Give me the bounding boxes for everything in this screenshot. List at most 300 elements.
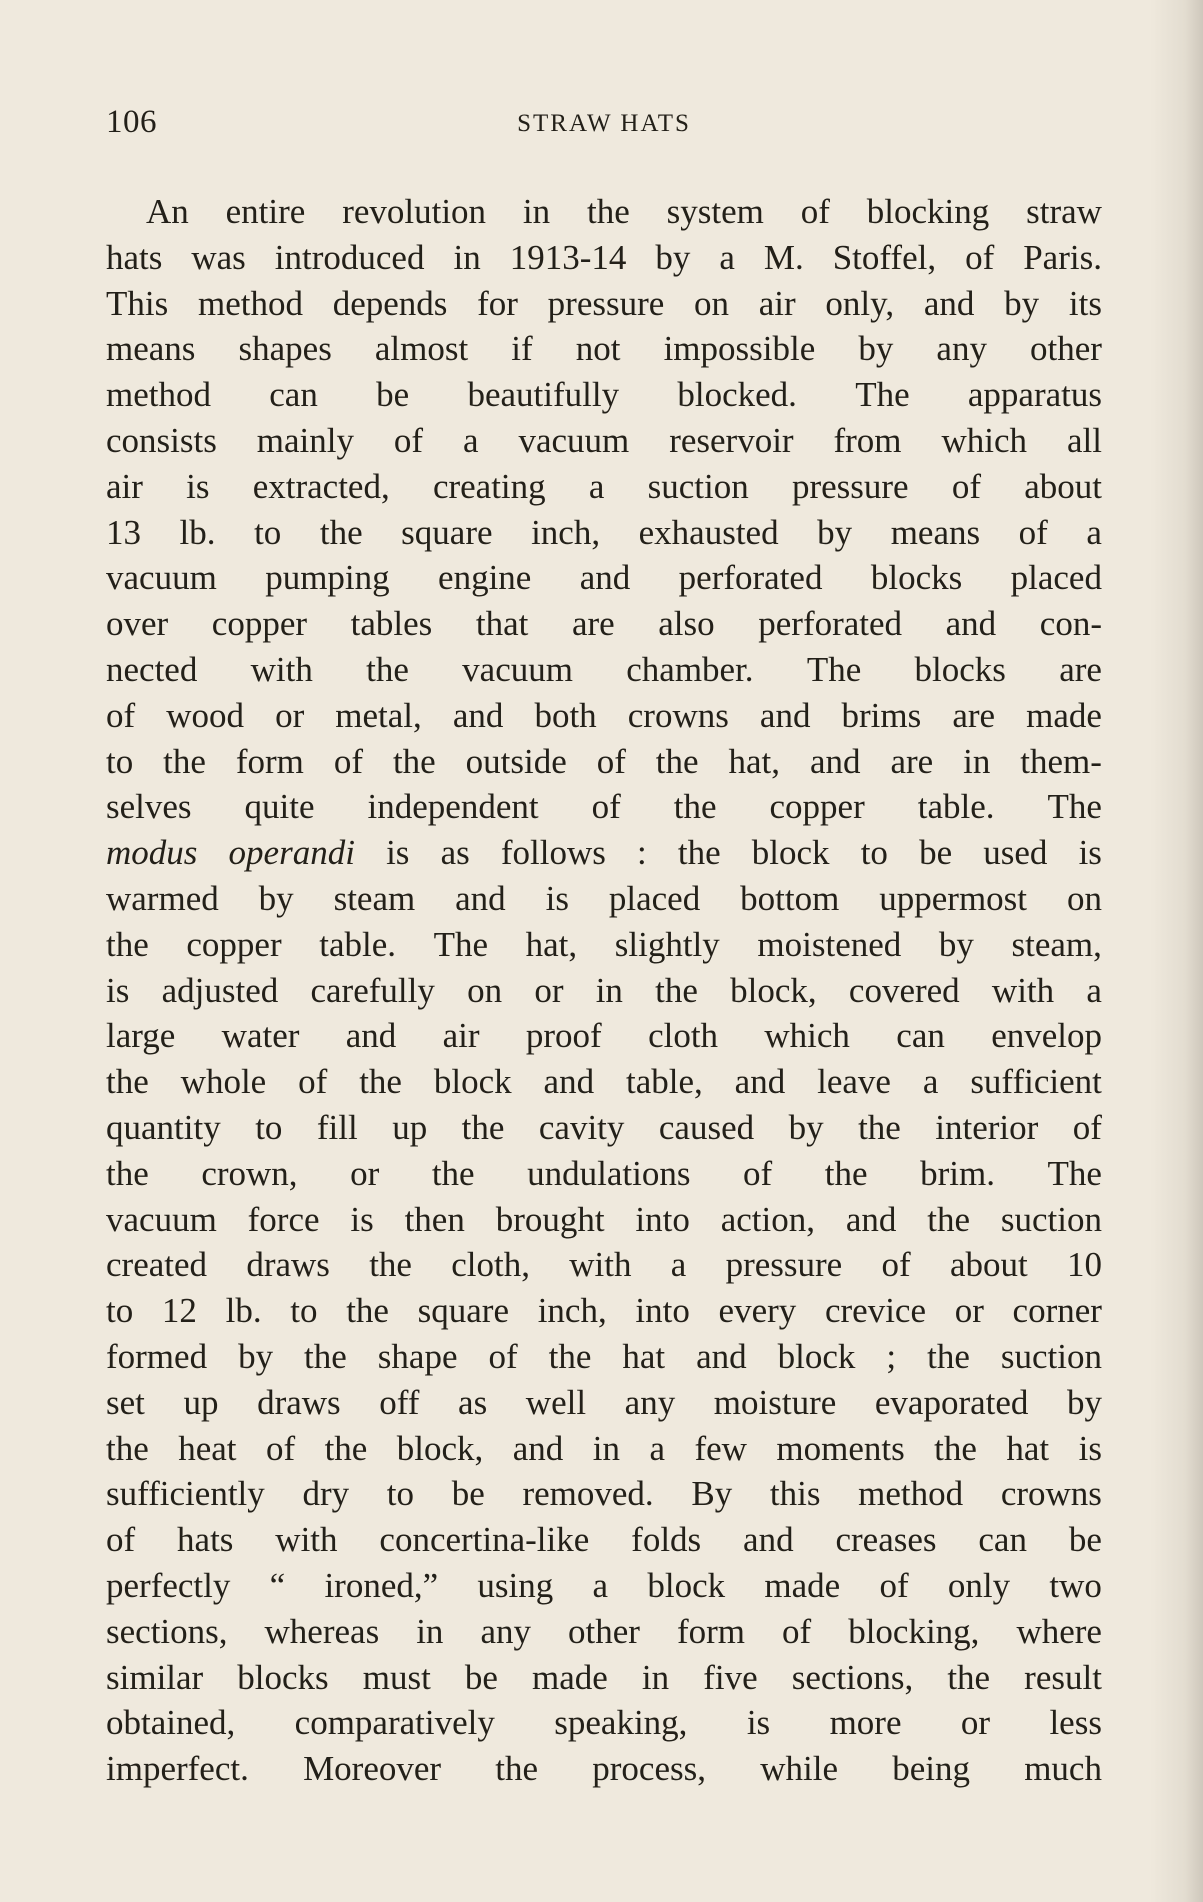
word: on: [467, 970, 503, 1010]
word: whole: [180, 1062, 267, 1102]
word: every: [718, 1291, 797, 1331]
word: action,: [720, 1199, 815, 1239]
word: the: [934, 1428, 977, 1468]
word: well: [525, 1382, 587, 1422]
word: moistened: [757, 924, 902, 964]
word: 1913-14: [509, 237, 627, 277]
word: both: [534, 695, 597, 735]
text-line: [106, 510, 1102, 556]
word: vacuum: [106, 1199, 217, 1239]
word: more: [829, 1703, 902, 1743]
word: perforated: [758, 604, 903, 644]
word: on: [1066, 878, 1102, 918]
word: introduced: [274, 237, 425, 277]
word: and: [945, 604, 997, 644]
word: the: [824, 1153, 868, 1193]
word: sections,: [106, 1611, 228, 1651]
word: M.: [763, 237, 804, 277]
word: water: [221, 1016, 300, 1056]
word: copper: [186, 924, 282, 964]
word: about: [949, 1245, 1028, 1285]
word: depends: [332, 283, 448, 323]
text-line: [106, 693, 1102, 739]
word: a: [588, 466, 605, 506]
word: the: [392, 741, 436, 781]
word: Moreover: [303, 1749, 442, 1789]
word: fill: [316, 1107, 358, 1147]
word: which: [941, 420, 1028, 460]
word: any: [936, 329, 987, 369]
word: block,: [730, 970, 817, 1010]
word: block: [751, 833, 830, 873]
word: to: [255, 1107, 283, 1147]
word: air: [106, 466, 143, 506]
word: and: [345, 1016, 397, 1056]
word: the: [431, 1153, 475, 1193]
word: crevice: [824, 1291, 926, 1331]
word: by: [258, 878, 294, 918]
word: pressure: [547, 283, 665, 323]
word: this: [769, 1474, 821, 1514]
word: brims: [841, 695, 922, 735]
word: in: [522, 192, 551, 231]
text-line: [106, 922, 1102, 968]
word: impossible: [663, 329, 816, 369]
word: was: [191, 237, 246, 277]
word: are: [571, 604, 615, 644]
word: con-: [1039, 604, 1102, 644]
word: system: [666, 192, 764, 231]
word: as: [440, 833, 470, 873]
word: any: [624, 1382, 676, 1422]
word: crowns: [1000, 1474, 1102, 1514]
word: shape: [377, 1336, 458, 1376]
word: moisture: [713, 1382, 837, 1422]
word: the: [947, 1657, 991, 1697]
word: with: [275, 1520, 338, 1560]
word: force: [247, 1199, 320, 1239]
word: of: [879, 1565, 909, 1605]
word: are: [952, 695, 996, 735]
word: air: [758, 283, 796, 323]
page-header: [106, 104, 1102, 148]
word: air: [442, 1016, 480, 1056]
word: the: [858, 1107, 901, 1147]
word: table,: [625, 1062, 703, 1102]
word: the: [319, 512, 363, 552]
word: made: [1026, 695, 1102, 735]
word: over: [106, 604, 169, 644]
word: the: [324, 1428, 368, 1468]
word: slightly: [614, 924, 720, 964]
word: or: [350, 1153, 380, 1193]
word: be: [919, 833, 953, 873]
word: By: [691, 1474, 733, 1514]
word: of: [106, 695, 136, 735]
word: imperfect.: [106, 1749, 249, 1789]
word: the: [359, 1062, 402, 1102]
word: the: [587, 192, 630, 231]
word: the: [655, 970, 698, 1010]
word: a: [719, 237, 735, 277]
word: blocks: [914, 649, 1006, 689]
word: the: [673, 787, 717, 827]
word: by: [1067, 1382, 1102, 1422]
word: outside: [465, 741, 567, 781]
word: “: [269, 1565, 286, 1605]
word: by: [1004, 283, 1040, 323]
word: to: [290, 1291, 318, 1331]
word: by: [788, 1107, 824, 1147]
word: of: [298, 1062, 328, 1102]
word: of: [1072, 1107, 1102, 1147]
word: also: [658, 604, 715, 644]
word: in: [453, 237, 481, 277]
word: of: [965, 237, 995, 277]
word: envelop: [991, 1016, 1102, 1056]
word: beautifully: [467, 375, 620, 415]
word: made: [532, 1657, 608, 1697]
text-line: [106, 784, 1102, 830]
word: bottom: [740, 878, 840, 918]
word: of: [393, 420, 424, 460]
word: a: [670, 1245, 687, 1285]
word: up: [183, 1382, 219, 1422]
word: up: [392, 1107, 428, 1147]
text-line: [106, 418, 1102, 464]
word: a: [649, 1428, 665, 1468]
text-line: [106, 1426, 1102, 1472]
word: form: [235, 741, 304, 781]
word: 13: [106, 512, 141, 552]
word: folds: [631, 1520, 702, 1560]
word: vacuum: [518, 420, 630, 460]
word: in: [641, 1657, 670, 1697]
word: a: [1086, 970, 1102, 1010]
body-text: [106, 189, 1102, 1792]
word: be: [1068, 1520, 1102, 1560]
word: engine: [438, 558, 532, 598]
word: all: [1066, 420, 1102, 460]
word: ;: [886, 1336, 897, 1376]
word: :: [637, 833, 647, 873]
word: the: [548, 1336, 592, 1376]
word: almost: [374, 329, 469, 369]
word: The: [433, 924, 489, 964]
word: caused: [658, 1107, 755, 1147]
text-line: [106, 1471, 1102, 1517]
word: metal,: [335, 695, 422, 735]
word: quantity: [106, 1107, 221, 1147]
word: the: [677, 833, 721, 873]
word: the: [366, 649, 409, 689]
word: pumping: [265, 558, 390, 598]
word: speaking,: [554, 1703, 688, 1743]
word: square: [417, 1291, 510, 1331]
word: by: [858, 329, 894, 369]
word: off: [379, 1382, 420, 1422]
text-line: [106, 1746, 1102, 1792]
word: the: [927, 1199, 970, 1239]
word: covered: [848, 970, 960, 1010]
word: that: [475, 604, 529, 644]
word: dry: [302, 1474, 350, 1514]
word: in: [963, 741, 991, 781]
word: comparatively: [294, 1703, 495, 1743]
word: hat,: [525, 924, 578, 964]
word: its: [1068, 283, 1102, 323]
word: and: [734, 1062, 786, 1102]
word: and: [809, 741, 861, 781]
word: blocked.: [677, 375, 797, 415]
word: tables: [350, 604, 433, 644]
word: and: [743, 1520, 794, 1560]
word: The: [1047, 1153, 1102, 1193]
word: is: [746, 1703, 771, 1743]
word: blocks: [870, 558, 963, 598]
word: cloth: [648, 1016, 719, 1056]
word: square: [401, 512, 493, 552]
word: lb.: [225, 1291, 262, 1331]
word: block: [777, 1336, 856, 1376]
word: hats: [177, 1520, 234, 1560]
word: revolution: [342, 192, 487, 231]
word: nected: [106, 649, 198, 689]
word: or: [275, 695, 305, 735]
word: of: [596, 741, 626, 781]
word: much: [1024, 1749, 1102, 1789]
word: creases: [835, 1520, 937, 1560]
word: can: [978, 1520, 1027, 1560]
word: process,: [592, 1749, 706, 1789]
word: into: [635, 1291, 690, 1331]
word: leave: [817, 1062, 891, 1102]
word: undulations: [527, 1153, 691, 1193]
text-line: [106, 1334, 1102, 1380]
word: about: [1024, 466, 1102, 506]
word: set: [106, 1382, 145, 1422]
word: block: [433, 1062, 512, 1102]
word: suction: [647, 466, 749, 506]
text-line: [106, 876, 1102, 922]
word: method: [197, 283, 303, 323]
word: The: [1047, 787, 1102, 827]
text-line: [106, 1655, 1102, 1701]
word: suction: [1000, 1199, 1102, 1239]
word: inch,: [531, 512, 601, 552]
word: cavity: [538, 1107, 625, 1147]
word: 12: [161, 1291, 197, 1331]
word: not: [575, 329, 621, 369]
word: be: [451, 1474, 485, 1514]
word: only: [947, 1565, 1011, 1605]
text-line: [106, 1380, 1102, 1426]
word: must: [362, 1657, 431, 1697]
word: of: [488, 1336, 518, 1376]
word: warmed: [106, 878, 219, 918]
word: reservoir: [669, 420, 794, 460]
word: moments: [776, 1428, 905, 1468]
text-line: [106, 968, 1102, 1014]
word: into: [635, 1199, 690, 1239]
word: method: [106, 375, 211, 415]
text-line: [106, 281, 1102, 327]
word: can: [896, 1016, 945, 1056]
text-line: [106, 1242, 1102, 1288]
word: draws: [257, 1382, 341, 1422]
text-line: [106, 1197, 1102, 1243]
word: and: [455, 878, 506, 918]
word: the: [304, 1336, 347, 1376]
word: in: [592, 1428, 620, 1468]
word: creating: [432, 466, 546, 506]
word: mainly: [256, 420, 354, 460]
word: similar: [106, 1657, 204, 1697]
word: selves: [106, 787, 192, 827]
word: result: [1024, 1657, 1102, 1697]
word: independent: [367, 787, 539, 827]
text-line: [106, 464, 1102, 510]
word: steam,: [1011, 924, 1102, 964]
word: and: [923, 283, 975, 323]
word: to: [386, 1474, 415, 1514]
word: whereas: [264, 1611, 380, 1651]
text-line: [106, 601, 1102, 647]
word: evaporated: [874, 1382, 1029, 1422]
word: is: [1078, 1428, 1102, 1468]
word: a: [463, 420, 479, 460]
word: ironed,”: [324, 1565, 439, 1605]
text-line: [106, 1563, 1102, 1609]
word: to: [860, 833, 888, 873]
word: quite: [244, 787, 315, 827]
word: Stoffel,: [832, 237, 937, 277]
word: An: [146, 192, 189, 231]
word: pressure: [791, 466, 909, 506]
word: pressure: [725, 1245, 843, 1285]
word: of: [265, 1428, 296, 1468]
word: perforated: [678, 558, 823, 598]
word: consists: [106, 420, 217, 460]
word: other: [1030, 329, 1102, 369]
word: vacuum: [106, 558, 217, 598]
word: suction: [1000, 1336, 1102, 1376]
word: in: [416, 1611, 444, 1651]
word: is: [350, 1199, 374, 1239]
text-line: [106, 372, 1102, 418]
word: created: [106, 1245, 208, 1285]
word: sections,: [791, 1657, 914, 1697]
word: straw: [1026, 192, 1102, 231]
word: This: [106, 283, 169, 323]
text-line: [106, 189, 1102, 235]
word: hat: [622, 1336, 666, 1376]
word: two: [1049, 1565, 1102, 1605]
word: of: [951, 466, 981, 506]
word: with: [569, 1245, 632, 1285]
word: are: [890, 741, 934, 781]
word: of: [591, 787, 621, 827]
word: blocking,: [848, 1611, 980, 1651]
word: chamber.: [626, 649, 754, 689]
word: The: [855, 375, 910, 415]
text-line: [106, 235, 1102, 281]
text-line: [106, 830, 1102, 876]
word: is: [1078, 833, 1102, 873]
word: exhausted: [638, 512, 779, 552]
word: block,: [396, 1428, 484, 1468]
word: of: [333, 741, 364, 781]
word: sufficient: [970, 1062, 1102, 1102]
word: being: [892, 1749, 970, 1789]
word: vacuum: [462, 649, 573, 689]
word: hat,: [728, 741, 781, 781]
word: hats: [106, 237, 163, 277]
text-line: [106, 1151, 1102, 1197]
word: and: [543, 1062, 595, 1102]
word: if: [511, 329, 533, 369]
word: be: [376, 375, 410, 415]
word: the: [106, 1153, 149, 1193]
word: a: [1086, 512, 1102, 552]
text-line: [106, 1609, 1102, 1655]
word: form: [676, 1611, 745, 1651]
word: the: [655, 741, 699, 781]
word: and: [452, 695, 504, 735]
word: the: [106, 924, 149, 964]
word: where: [1016, 1611, 1102, 1651]
word: from: [833, 420, 902, 460]
text-line: [106, 1700, 1102, 1746]
word: means: [890, 512, 981, 552]
word: is: [106, 970, 130, 1010]
word: table.: [319, 924, 396, 964]
word: which: [764, 1016, 850, 1056]
word: by: [817, 512, 853, 552]
word: is: [386, 833, 410, 873]
word: carefully: [310, 970, 435, 1010]
word: and: [579, 558, 631, 598]
word: then: [404, 1199, 465, 1239]
word: are: [1059, 649, 1102, 689]
word: hat: [1006, 1428, 1050, 1468]
word: entire: [225, 192, 306, 231]
word: blocks: [237, 1657, 329, 1697]
word: or: [954, 1291, 984, 1331]
word: to: [106, 1291, 134, 1331]
word: the: [461, 1107, 505, 1147]
word: large: [106, 1016, 176, 1056]
word: for: [477, 283, 518, 323]
word: with: [991, 970, 1055, 1010]
word: or: [534, 970, 564, 1010]
word: brim.: [920, 1153, 995, 1193]
word: a: [922, 1062, 939, 1102]
word: of: [782, 1611, 812, 1651]
word: steam: [333, 878, 416, 918]
word: 10: [1066, 1245, 1102, 1285]
word: method: [858, 1474, 964, 1514]
word: five: [703, 1657, 758, 1697]
word: the: [106, 1062, 149, 1102]
word: table.: [917, 787, 995, 827]
word: to: [254, 512, 282, 552]
word: of: [743, 1153, 773, 1193]
text-line: [106, 739, 1102, 785]
word: wood: [166, 695, 244, 735]
text-line: [106, 555, 1102, 601]
word: draws: [246, 1245, 330, 1285]
